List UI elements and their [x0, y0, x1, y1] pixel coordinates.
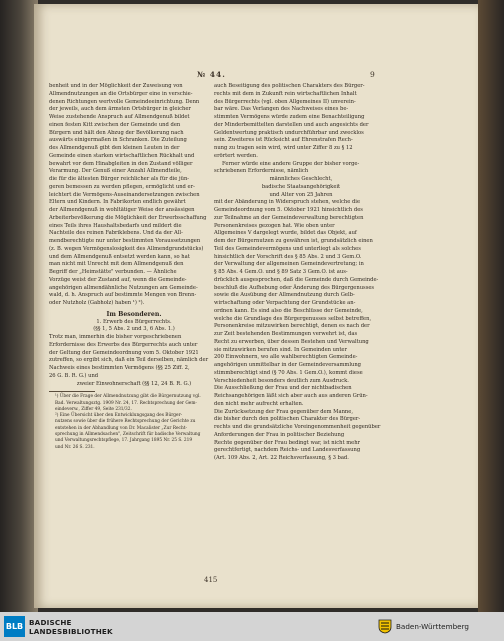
- text-line: Personenkreise mitzuwirken berechtigt, denen es nach der: [214, 323, 370, 330]
- section-paragraph-ref: (§§ 1, 5 Abs. 2 und 3, 6 Abs. 1.): [93, 326, 175, 333]
- text-line: (Art. 109 Abs. 2, Art. 22 Reichsverfassung, § 3 bad.: [214, 455, 349, 461]
- section-text: [49, 334, 219, 381]
- text-line: ordnen kann. Es sind also die Beschlüsse der Gemeinde,: [214, 307, 363, 314]
- footnote-divider: [49, 391, 95, 392]
- text-line: Die Zurücksetzung der Frau gegenüber dem Manne,: [214, 408, 353, 415]
- text-line: der jeweils, auch dem ärmsten Ortsbürger in gleicher: [49, 106, 191, 113]
- text-line: auch Beseitigung des politischen Charakters des Bürger-: [214, 83, 365, 89]
- previous-page-edge: [0, 0, 38, 612]
- text-line: gerechtfertigt, nachdem Reichs- und Landesverfassung: [214, 447, 361, 454]
- text-line: angehörigen unmittelbar in der Gemeindeversammlung: [214, 362, 362, 368]
- text-line: und dem Allmendgenuß entsetzt werden kann, so hat: [49, 253, 190, 260]
- page-footer-number: 415: [204, 576, 218, 584]
- text-line: badische Staatsangehörigkeit: [261, 183, 341, 190]
- text-line: Erfordernisse des Erwerbs des Bürgerrechts auch unter: [49, 341, 198, 348]
- text-line: benheit und in der Möglichkeit der Zuweisung von: [49, 83, 183, 89]
- text-line: Nachteile des reinen Fabriklebens. Und da der All-: [49, 230, 183, 237]
- text-line: geren bemessen zu werden pflegen, ermöglicht und er-: [49, 183, 195, 190]
- text-line: Vorzüge weist der Zustand auf, wenn die Gemeinde-: [49, 276, 187, 283]
- text-line: zur Zeit bestehenden Bestimmungen verwehrt ist, das: [214, 331, 358, 337]
- text-line: der Geltung der Gemeindeordnung vom 5. Oktober 1921: [49, 349, 199, 356]
- text-line: Rechte gegenüber der Frau bedingt war, ist nicht mehr: [214, 439, 361, 446]
- text-line: Die Ausschließung der Frau und der nichtbadischen: [214, 385, 352, 392]
- text-line: stimmten Vermögens würde zudem eine Benachteiligung: [214, 114, 365, 120]
- text-line: hinsichtlich der Vorschrift des § 85 Abs. 2 und 3 Gem.O.: [214, 253, 362, 260]
- text-line: sowie die Ausübung der Allmendnutzung durch Gelb-: [214, 292, 355, 299]
- text-line: Weise zustehende Anspruch auf Allmendgenuß bildet: [49, 114, 190, 120]
- text-line: mit der Abänderung in Widerspruch stehen, welche die: [214, 199, 361, 206]
- text-line: angehörigen allmendähnliche Nutzungen am Gemeinde-: [49, 284, 198, 291]
- text-line: sie mitzuwirken berufen sind. In Gemeinden unter: [214, 346, 347, 353]
- text-line: wald, d. h. Anspruch auf bestimmte Mengen von Brenn-: [49, 292, 197, 299]
- text-line: der Minderbemittelten darstellen und auch angesichts der: [214, 121, 369, 128]
- text-line: mendberechtigte nur unter bestimmten Voraussetzungen: [49, 238, 201, 244]
- text-line: Anforderungen der Frau in politischer Beziehung: [214, 431, 345, 438]
- text-line: Teil des Gemeindevermögens und unterliegt als solches: [214, 245, 361, 252]
- partner-name: Baden-Württemberg: [396, 622, 469, 631]
- text-line: rechts und die grundsätzliche Voreingenommenheit gegenüber: [214, 424, 381, 430]
- library-footer-bar: [0, 612, 504, 641]
- text-line: des Bürgerrechts (vgl. oben Allgemeines II) unverein-: [214, 98, 356, 105]
- text-line: Eltern und Kindern. In Fabrikorten endlich gewährt: [49, 199, 186, 206]
- text-line: oder Nutzholz (Gabholz) haben ¹) ²).: [49, 300, 145, 306]
- text-line: Arbeiterbevölkerung die Möglichkeit der Erwerbsschaffung: [49, 214, 207, 221]
- section-subheading: 1. Erwerb des Bürgerrechts.: [96, 318, 172, 325]
- library-name-line2: LANDESBIBLIOTHEK: [29, 627, 113, 636]
- text-line: den nicht mehr aufrecht erhalten.: [214, 400, 304, 407]
- text-line: 200 Einwohnern, wo alle wahlberechtigten Gemeinde-: [214, 354, 358, 361]
- text-line: 26 G. B. R. G.) und: [49, 372, 99, 379]
- text-line: Gemeinde einen starken wirtschaftlichen Rückhalt und: [49, 152, 195, 159]
- text-line: Verarmung. Der Genuß einer Anzahl Allmendteile,: [49, 168, 182, 175]
- text-line: leichtert die Vermögens-Auseinandersetzungen zwischen: [49, 191, 200, 198]
- right-paragraph-2-intro-cont: schriebenen Erfordernisse, nämlich: [214, 168, 309, 175]
- text-line: männliches Geschlecht,: [269, 176, 333, 182]
- running-header-title: № 44.: [197, 70, 226, 79]
- text-line: entstehen in der Abhandlung von Dr. Macalister „Zur Recht-: [55, 425, 187, 431]
- text-line: beschluß die Aufhebung oder Änderung des Bürgergenusses: [214, 284, 375, 291]
- baden-wuerttemberg-crest-icon[interactable]: [378, 619, 392, 634]
- text-line: erörtert werden.: [214, 152, 258, 159]
- text-line: ²) Eine Übersicht über den Entwicklungsgang des Bürger-: [55, 413, 183, 419]
- text-line: Begriff der „Heimstätte" verbunden. — Ähnliche: [49, 269, 177, 275]
- right-column: [214, 83, 388, 463]
- book-edge: [478, 0, 504, 612]
- text-line: zur Teilnahme an der Gemeindeverwaltung berechtigten: [214, 214, 364, 221]
- text-line: dem der Bürgernutzen zu gewähren ist, grundsätzlich einen: [214, 238, 373, 244]
- text-line: Allmendnutzungen an die Ortsbürger eine in verschie-: [49, 90, 193, 97]
- right-paragraph-1: [214, 83, 388, 161]
- text-line: sprechung in Allmendsachen", Zeitschrift für badische Verwaltung: [55, 432, 201, 438]
- text-line: welche die Grundlage des Bürgergenusses selbst betreffen,: [214, 315, 372, 322]
- text-line: ¹) Über die Frage der Allmendnutzung gibt die Bürgernutzung vgl.: [55, 394, 201, 400]
- text-line: sein. Zweiteres ist Rücksicht auf Ehrenstrafen Rech-: [214, 137, 353, 144]
- text-line: Allgemeines V dargelegt wurde, bildet das Objekt, auf: [214, 230, 357, 237]
- text-line: rechts mit dem in Zukunft rein wirtschaftlichen Inhalt: [214, 90, 357, 97]
- text-line: man nicht mit Unrecht mit dem Allmendgenuß den: [49, 261, 184, 268]
- text-line: zutreffen, so ergibt sich, daß ein Teil derselben, nämlich der: [49, 357, 209, 364]
- right-paragraph-2-intro: Ferner würde eine andere Gruppe der bisher vorge-: [222, 160, 360, 167]
- section-centered-line: zweier Einwohnerschaft (§§ 12, 24 B. R. G.): [76, 380, 192, 387]
- text-line: drücklich ausgesprochen, daß die Gemeinde durch Gemeinde-: [214, 276, 379, 283]
- text-line: Verschiedenheit besonders deutlich zum Ausdruck.: [214, 377, 349, 384]
- text-line: wirtschaftung oder Verpachtung der Grundstücke an-: [214, 300, 356, 306]
- text-line: stimmberechtigt sind (§ 70 Abs. 1 Gem.O.), kommt diese: [214, 369, 363, 376]
- text-line: eindeverw., Ziffer 49, Seite 231/32.: [55, 406, 132, 412]
- text-line: Personenkreises gezogen hat. Wie oben unter: [214, 222, 335, 229]
- text-line: bar wäre. Das Verlangen des Nachweises eines be-: [214, 106, 349, 113]
- text-line: (z. B. wegen Vermögenslosigkeit des Allmendgrundstücks): [49, 245, 204, 252]
- text-line: einen festen Kitt zwischen der Gemeinde und den: [49, 121, 181, 128]
- text-line: § 85 Abs. 4 Gem.O. und § 89 Satz 3 Gem.O. ist aus-: [214, 269, 348, 275]
- text-line: Recht zu erwerben, über dessen Bestehen und Verwaltung: [214, 338, 369, 345]
- footnotes: [49, 394, 219, 451]
- text-line: Gemeindeordnung vom 5. Oktober 1921 hinsichtlich des: [214, 207, 363, 213]
- text-line: Geldentwertung praktisch undurchführbar und zwecklos: [214, 129, 364, 136]
- blb-logo-icon[interactable]: BLB: [4, 616, 25, 637]
- text-line: Reichsangehörigen läßt sich aber auch aus anderen Grün-: [214, 393, 368, 399]
- requirements-list: [214, 176, 388, 199]
- text-line: des Allmendgenuß gibt den kleinen Leuten in der: [49, 145, 180, 151]
- left-column: [49, 83, 219, 451]
- text-line: der Allmendgenuß in wohltätiger Weise der ansässigen: [49, 207, 195, 213]
- text-line: Nachweis eines bestimmten Vermögens (§§ 25 Ziff. 2,: [49, 365, 190, 371]
- text-line: der Verwaltung der allgemeinen Gemeindevertretung; in: [214, 261, 364, 268]
- text-line: eines Teils ihres Haushaltsbedarfs und mildert die: [49, 222, 182, 229]
- text-line: und Verwaltungsrechtspflege, 17. Jahrgang 1895 Nr. 25 S. 219: [55, 438, 193, 444]
- text-line: und Alter von 25 Jahren: [269, 191, 333, 198]
- text-line: bewahrt vor dem Hinabgleiten in den Zustand völliger: [49, 160, 193, 167]
- text-line: Bad. Verwaltungsztg. 1909 Nr. 24, 17. Rechtsprechung der Gem-: [55, 400, 197, 406]
- running-header-page-number: 9: [370, 70, 375, 79]
- text-line: die für die ältesten Bürger reichlicher als für die jün-: [49, 176, 190, 182]
- text-line: und Nr. 26 S. 231.: [55, 444, 95, 450]
- text-line: Bürgern und hält den Abzug der Bevölkerung nach: [49, 129, 184, 136]
- text-line: auswärts einigermaßen in Schranken. Die Zuteilung: [49, 137, 187, 144]
- text-line: Trotz man, immerhin die bisher vorgeschriebenen: [49, 334, 182, 340]
- text-line: die bisher durch den politischen Charakter des Bürger-: [214, 416, 361, 423]
- library-name-line1: BADISCHE: [29, 618, 72, 627]
- section-heading: Im Besonderen.: [106, 310, 162, 318]
- text-line: denen Richtungen wertvolle Gemeindeeinrichtung. Denn: [49, 98, 200, 105]
- left-column-text: [49, 83, 219, 308]
- text-line: nutzens sowie über die frühere Rechtsprechung der Gerichte zu: [55, 419, 196, 425]
- right-paragraph-3: [214, 199, 388, 463]
- text-line: nung zu tragen sein wird, wird unter Ziffer 8 zu § 12: [214, 145, 353, 151]
